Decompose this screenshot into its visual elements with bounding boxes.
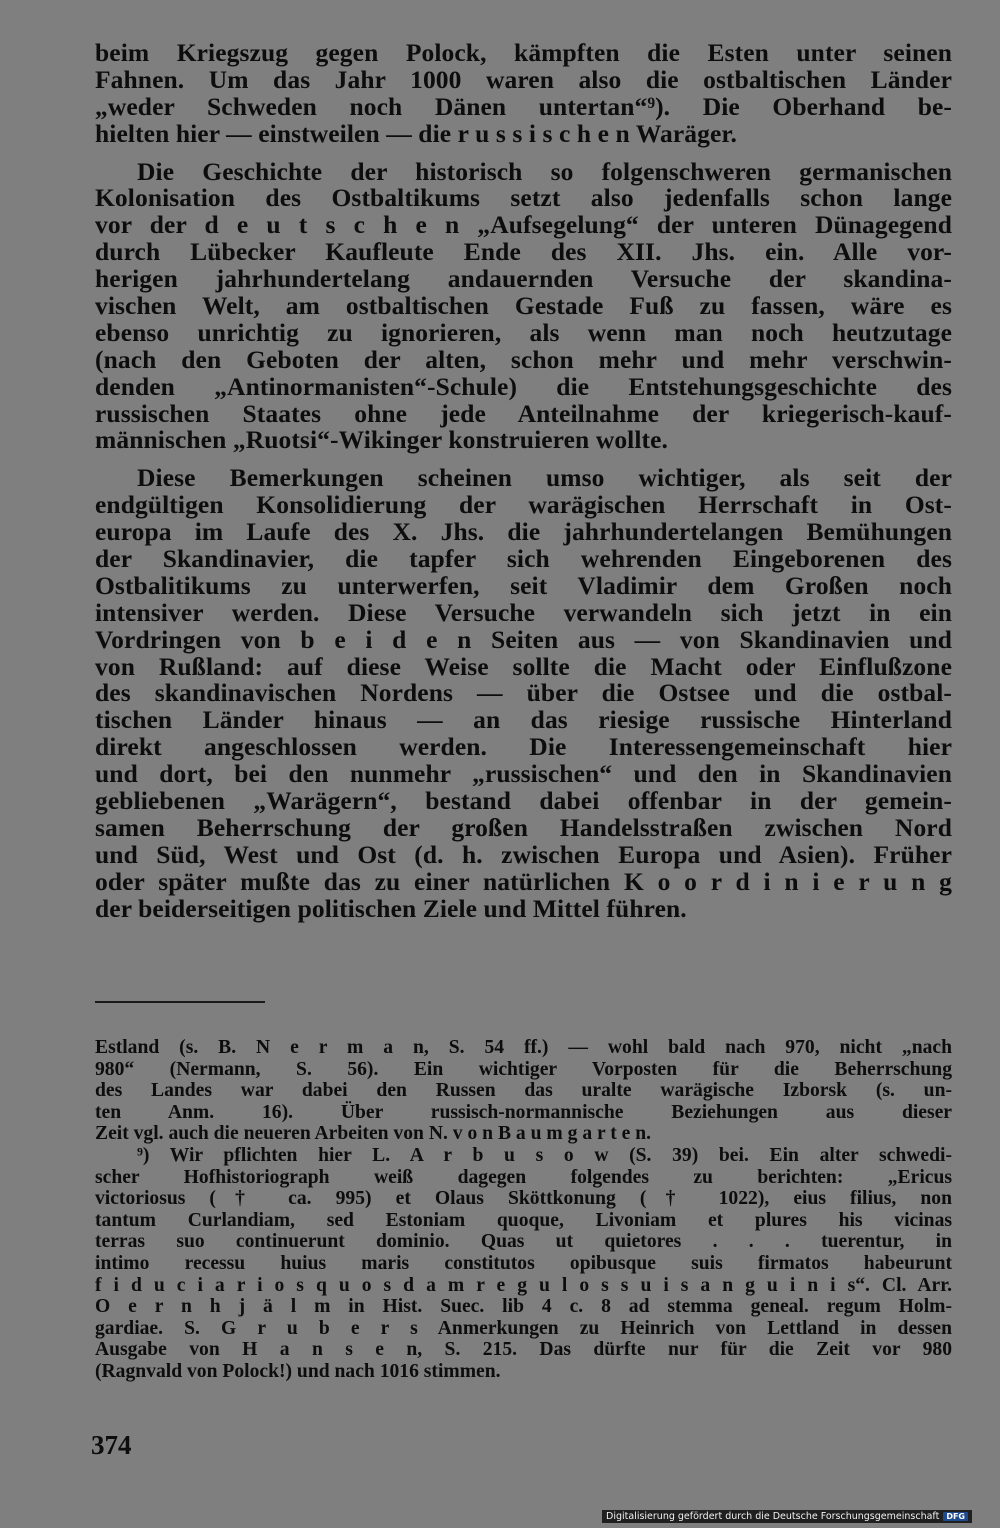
text-line: des skandinavischen Nordens — über die Ostsee und die ostbal- [95, 678, 952, 708]
footnote-line: intimo recessu huius maris constitutos opibusque suis firmatos habeurunt [95, 1252, 952, 1274]
footnote-line: ⁹) Wir pflichten hier L. A r b u s o w (S. 39) bei. Ein alter schwedi- [137, 1144, 952, 1166]
text-line: hielten hier — einstweilen — die r u s s i s c h e n Waräger. [95, 118, 737, 148]
text-line: intensiver werden. Diese Versuche verwandeln sich jetzt in ein [95, 597, 952, 627]
footnote-line: f i d u c i a r i o s q u o s d a m r e g u l o s s u i s a n g u i n i s“. Cl. Arr. [95, 1274, 952, 1296]
text-line: europa im Laufe des X. Jhs. die jahrhundertelangen Bemühungen [95, 517, 952, 547]
text-line: oder später mußte das zu einer natürlichen K o o r d i n i e r u n g [95, 866, 952, 896]
footnote-line: Zeit vgl. auch die neueren Arbeiten von N. v o n B a u m g a r t e n. [95, 1123, 652, 1145]
text-line: samen Beherrschung der großen Handelsstraßen zwischen Nord [95, 812, 952, 842]
footnote-line: Ausgabe von H a n s e n, S. 215. Das dürfte nur für die Zeit vor 980 [95, 1339, 952, 1361]
footnotes [95, 1037, 952, 1383]
text-line: Vordringen von b e i d e n Seiten aus — von Skandinavien und [95, 624, 952, 654]
text-line: tischen Länder hinaus — an das riesige russische Hinterland [95, 705, 952, 735]
footnote-line: (Ragnvald von Polock!) und nach 1016 stimmen. [95, 1360, 501, 1382]
footnote-line: tantum Curlandiam, sed Estoniam quoque, Livoniam et plures his vicinas [95, 1209, 952, 1231]
footnote-line: gardiae. S. G r u b e r s Anmerkungen zu Heinrich von Lettland in dessen [95, 1317, 952, 1339]
text-line: der Skandinavier, die tapfer sich wehrenden Eingeborenen des [95, 544, 952, 574]
text-line: und Süd, West und Ost (d. h. zwischen Europa und Asien). Früher [95, 839, 952, 869]
text-line: ebenso unrichtig zu ignorieren, als wenn man noch heutzutage [95, 317, 952, 347]
text-line: „weder Schweden noch Dänen untertan“⁹). Die Oberhand be- [95, 91, 952, 121]
footnote-line: des Landes war dabei den Russen das uralte warägische Izborsk (s. un- [95, 1080, 952, 1102]
text-line: Ostbalitikums zu unterwerfen, seit Vladimir dem Großen noch [95, 570, 952, 600]
footnote-line: scher Hofhistoriograph weiß dagegen folgendes zu berichten: „Ericus [95, 1166, 952, 1188]
digitization-credit [602, 1510, 972, 1523]
footnote-divider [95, 1001, 265, 1003]
text-line: denden „Antinormanisten“-Schule) die Entstehungsgeschichte des [95, 371, 952, 401]
text-line: gebliebenen „Warägern“, bestand dabei offenbar in der gemein- [95, 786, 952, 816]
footnote-line: victoriosus († ca. 995) et Olaus Sköttkonung († 1022), eius filius, non [95, 1188, 952, 1210]
footnote-line: Estland (s. B. N e r m a n, S. 54 ff.) — wohl bald nach 970, nicht „nach [95, 1037, 952, 1058]
footnote-line: O e r n h j ä l m in Hist. Suec. lib 4 c. 8 ad stemma geneal. regum Holm- [95, 1296, 952, 1318]
text-line: herigen jahrhundertelang andauernden Versuche der skandina- [95, 264, 952, 294]
text-line: von Rußland: auf diese Weise sollte die Macht oder Einflußzone [95, 651, 952, 681]
text-line: (nach den Geboten der alten, schon mehr und mehr verschwin- [95, 344, 952, 374]
text-line: Fahnen. Um das Jahr 1000 waren also die ostbaltischen Länder [95, 64, 952, 94]
footnote-line: terras suo continuerunt dominio. Quas ut quietores . . . tuerentur, in [95, 1231, 952, 1253]
text-line: männischen „Ruotsi“-Wikinger konstruieren wollte. [95, 425, 669, 455]
footnote-line: ten Anm. 16). Über russisch-normannische Beziehungen aus dieser [95, 1101, 952, 1123]
text-line: endgültigen Konsolidierung der warägischen Herrschaft in Ost- [95, 490, 952, 520]
text-line: Die Geschichte der historisch so folgenschweren germanischen [137, 156, 952, 186]
text-line: und dort, bei den nunmehr „russischen“ und den in Skandinavien [95, 759, 952, 789]
main-text [95, 40, 952, 923]
text-line: Diese Bemerkungen scheinen umso wichtiger, als seit der [137, 463, 952, 493]
text-line: Kolonisation des Ostbaltikums setzt also jedenfalls schon lange [95, 183, 952, 213]
credit-text: Digitalisierung gefördert durch die Deutsche Forschungsgemeinschaft [606, 1511, 940, 1522]
text-line: vor der d e u t s c h e n „Aufsegelung“ der unteren Dünagegend [95, 210, 952, 240]
text-line: beim Kriegszug gegen Polock, kämpften die Esten unter seinen [95, 38, 952, 67]
text-line: direkt angeschlossen werden. Die Interessengemeinschaft hier [95, 732, 952, 762]
dfg-logo: DFG [943, 1512, 968, 1521]
text-line: der beiderseitigen politischen Ziele und Mittel führen. [95, 893, 687, 923]
text-line: vischen Welt, am ostbaltischen Gestade Fuß zu fassen, wäre es [95, 291, 952, 321]
footnote-line: 980“ (Nermann, S. 56). Ein wichtiger Vorposten für die Beherrschung [95, 1058, 952, 1080]
page-number: 374 [91, 1430, 132, 1460]
text-line: russischen Staates ohne jede Anteilnahme der kriegerisch-kauf- [95, 398, 952, 428]
text-line: durch Lübecker Kaufleute Ende des XII. Jhs. ein. Alle vor- [95, 237, 952, 267]
